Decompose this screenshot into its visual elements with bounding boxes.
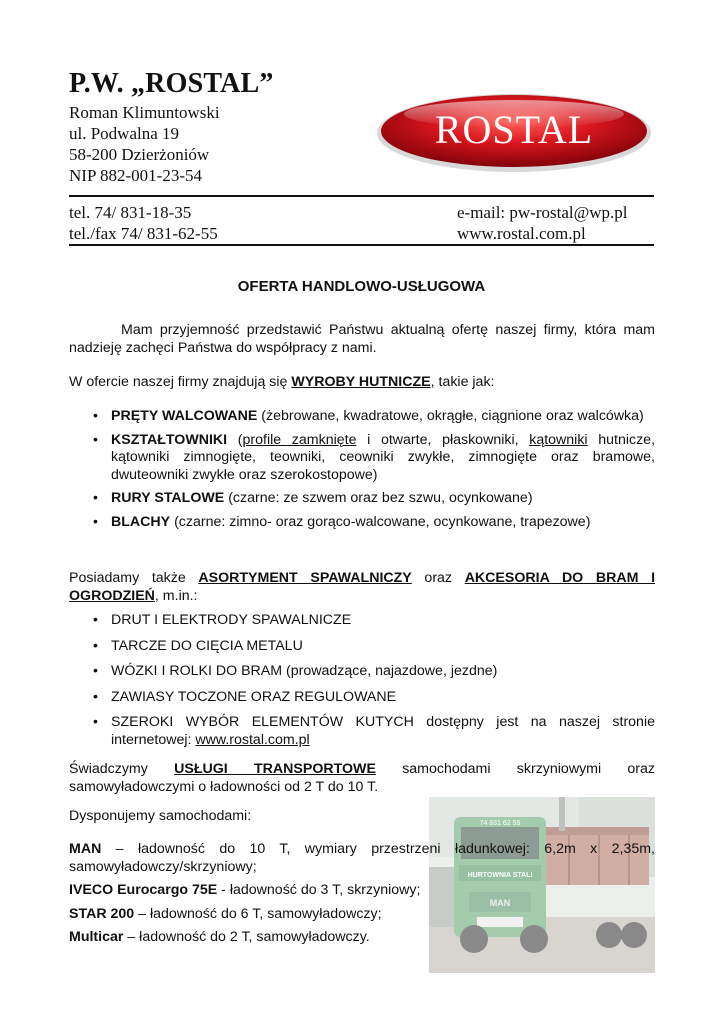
products-intro	[69, 374, 655, 392]
contact-phones	[69, 202, 218, 244]
transport-strong: USŁUGI TRANSPORTOWE	[174, 761, 376, 777]
products-intro-before: W ofercie naszej firmy znajdują się	[69, 374, 292, 390]
list-item: • TARCZE DO CIĘCIA METALU	[93, 637, 303, 654]
truck-cab-sign: 74 831 62 55	[479, 820, 521, 827]
list-item: • SZEROKI WYBÓR ELEMENTÓW KUTYCH dostępny jest na naszej stronie internetowej: www.rostal.com.pl	[93, 714, 655, 748]
truck-box-sign: HURTOWNIA STALI	[467, 872, 533, 879]
company-address	[69, 102, 220, 186]
intro-text: Mam przyjemność przedstawić Państwu aktualną ofertę naszej firmy, która mam nadzieję zachęci Państwa do współpracy z nami.	[69, 322, 655, 356]
nip: NIP 882-001-23-54	[69, 166, 202, 185]
list-item: • WÓZKI I ROLKI DO BRAM (prowadzące, najazdowe, jezdne)	[93, 663, 498, 680]
products-list	[69, 408, 655, 532]
list-item: • ZAWIASY TOCZONE ORAZ REGULOWANE	[93, 688, 397, 705]
phone-fax: tel./fax 74/ 831-62-55	[69, 224, 218, 243]
transport-paragraph: Świadczymy USŁUGI TRANSPORTOWE samochodami skrzyniowymi oraz samowyładowczymi o ładowności od 2 T do 10 T.	[69, 761, 656, 795]
company-name: P.W. „ROSTAL”	[69, 68, 274, 99]
vehicles-intro: Dysponujemy samochodami:	[69, 808, 252, 824]
phone: tel. 74/ 831-18-35	[69, 203, 192, 222]
logo-text: ROSTAL	[434, 107, 594, 152]
list-item: • BLACHY (czarne: zimno- oraz gorąco-walcowane, ocynkowane, trapezowe)	[93, 513, 591, 530]
list-item: • PRĘTY WALCOWANE (żebrowane, kwadratowe, okrągłe, ciągnione oraz walcówka)	[93, 408, 644, 424]
website[interactable]: www.rostal.com.pl	[457, 224, 586, 243]
products-intro-after: , takie jak:	[430, 374, 495, 390]
website-link[interactable]: www.rostal.com.pl	[195, 731, 310, 748]
street: ul. Podwalna 19	[69, 124, 180, 143]
list-item: • DRUT I ELEKTRODY SPAWALNICZE	[93, 612, 352, 628]
vehicle-item: STAR 200 – ładowność do 6 T, samowyładowczy;	[69, 905, 382, 922]
assortment-strong-welding: ASORTYMENT SPAWALNICZY	[198, 570, 412, 586]
city: 58-200 Dzierżoniów	[69, 145, 210, 164]
vehicle-item: IVECO Eurocargo 75E - ładowność do 3 T, skrzyniowy;	[69, 882, 421, 899]
assortment-list	[69, 612, 655, 750]
rostal-logo	[374, 88, 654, 174]
truck-brand: MAN	[489, 898, 511, 908]
owner-name: Roman Klimuntowski	[69, 103, 220, 122]
vehicle-item: MAN – ładowność do 10 T, wymiary przestrzeni ładunkowej: 6,2m x 2,35m, samowyładowczy/skrzyniowy;	[69, 841, 655, 875]
vehicles-list	[69, 841, 655, 947]
intro-paragraph	[69, 322, 655, 357]
header-rule-top	[69, 195, 654, 197]
contact-online	[457, 202, 628, 244]
assortment-intro: Posiadamy także ASORTYMENT SPAWALNICZY oraz AKCESORIA DO BRAM I OGRODZIEŃ, m.in.:	[69, 570, 656, 604]
email[interactable]: e-mail: pw-rostal@wp.pl	[457, 203, 628, 222]
list-item: • RURY STALOWE (czarne: ze szwem oraz bez szwu, ocynkowane)	[93, 490, 533, 507]
header-rule-bottom	[69, 244, 654, 246]
vehicle-item: Multicar – ładowność do 2 T, samowyładowczy.	[69, 929, 370, 946]
assortment-strong-gates: AKCESORIA DO BRAM I OGRODZIEŃ	[69, 570, 656, 604]
list-item: • KSZTAŁTOWNIKI (profile zamknięte i otwarte, płaskowniki, kątowniki hutnicze, kątowniki zimnogięte, teowniki, ceowniki zwykłe, zimnogięte oraz bramowe, dwuteowniki zwykłe oraz szerokostopowe)	[93, 431, 656, 483]
document-title: OFERTA HANDLOWO-USŁUGOWA	[237, 278, 486, 295]
products-intro-strong: WYROBY HUTNICZE	[291, 374, 431, 390]
